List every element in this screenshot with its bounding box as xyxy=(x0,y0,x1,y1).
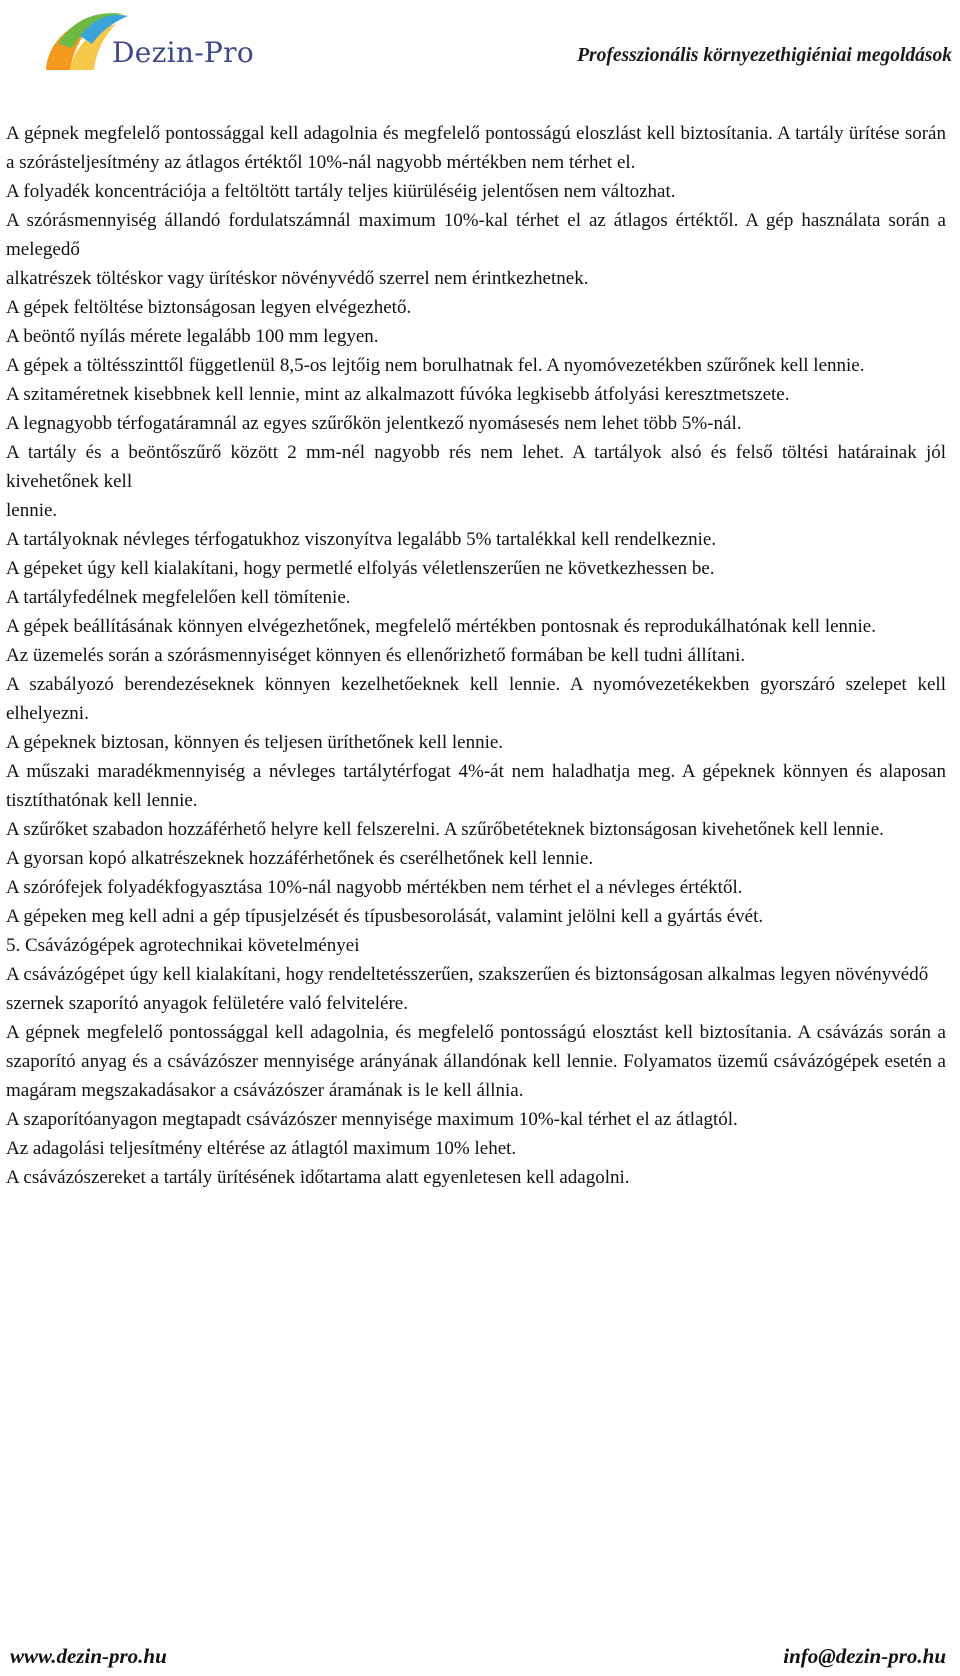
paragraph: Az adagolási teljesítmény eltérése az átlagtól maximum 10% lehet. xyxy=(6,1138,517,1159)
paragraph: alkatrészek töltéskor vagy ürítéskor növényvédő szerrel nem érintkezhetnek. xyxy=(6,268,589,289)
paragraph: A folyadék koncentrációja a feltöltött tartály teljes kiürüléséig jelentősen nem változhat. xyxy=(6,181,676,202)
paragraph: A legnagyobb térfogatáramnál az egyes szűrőkön jelentkező nyomásesés nem lehet több 5%-nál. xyxy=(6,413,742,434)
paragraph: szernek szaporító anyagok felületére való felvitelére. xyxy=(6,993,408,1014)
header-tagline: Professzionális környezethigiéniai megoldások xyxy=(577,45,952,66)
paragraph: Az üzemelés során a szórásmennyiséget könnyen és ellenőrizhető formában be kell tudni állítani. xyxy=(6,645,746,666)
paragraph: A csávázógépet úgy kell kialakítani, hogy rendeltetésszerűen, szakszerűen és biztonságosan alkalmas legyen növényvédő xyxy=(6,964,929,985)
paragraph: A gépnek megfelelő pontossággal kell adagolnia, és megfelelő pontosságú elosztást kell biztosítania. A csávázás során a szaporító anyag és a csávázószer mennyisége arányának állandónak kell lennie. Folyamatos üzemű csávázógépek esetén a magáram megszakadásakor a csávázószer áramának is le kell állnia. xyxy=(6,1022,946,1101)
company-logo xyxy=(40,6,270,76)
paragraph: A gépnek megfelelő pontossággal kell adagolnia és megfelelő pontosságú eloszlást kell biztosítania. A tartály ürítése során a szórásteljesítmény az átlagos értéktől 10%-nál nagyobb mértékben nem térhet el. xyxy=(6,123,946,173)
paragraph: A szűrőket szabadon hozzáférhető helyre kell felszerelni. A szűrőbetéteknek biztonságosan kivehetőnek kell lennie. xyxy=(6,819,884,840)
email-link[interactable]: info@dezin-pro.hu xyxy=(783,1644,946,1668)
paragraph: A szórásmennyiség állandó fordulatszámnál maximum 10%-kal térhet el az átlagos értéktől. A gép használata során a melegedő xyxy=(6,210,946,260)
paragraph: A beöntő nyílás mérete legalább 100 mm legyen. xyxy=(6,326,379,347)
paragraph: A gépeken meg kell adni a gép típusjelzését és típusbesorolását, valamint jelölni kell a gyártás évét. xyxy=(6,906,764,927)
paragraph: A csávázószereket a tartály ürítésének időtartama alatt egyenletesen kell adagolni. xyxy=(6,1167,630,1188)
logo-text: Dezin-Pro xyxy=(112,36,255,69)
paragraph: A gépeknek biztosan, könnyen és teljesen üríthetőnek kell lennie. xyxy=(6,732,504,753)
paragraph: A gépek feltöltése biztonságosan legyen elvégezhető. xyxy=(6,297,412,318)
paragraph: A műszaki maradékmennyiség a névleges tartálytérfogat 4%-át nem haladhatja meg. A gépeknek könnyen és alaposan tisztíthatónak kell lennie. xyxy=(6,761,946,811)
page-footer xyxy=(0,1644,960,1676)
paragraph: lennie. xyxy=(6,500,58,521)
paragraph: A szitaméretnek kisebbnek kell lennie, mint az alkalmazott fúvóka legkisebb átfolyási keresztmetszete. xyxy=(6,384,790,405)
paragraph: A tartályoknak névleges térfogatukhoz viszonyítva legalább 5% tartalékkal kell rendelkeznie. xyxy=(6,529,717,550)
paragraph: A szabályozó berendezéseknek könnyen kezelhetőeknek kell lennie. A nyomóvezetékekben gyorszáró szelepet kell elhelyezni. xyxy=(6,674,946,724)
paragraph: A tartály és a beöntőszűrő között 2 mm-nél nagyobb rés nem lehet. A tartályok alsó és felső töltési határainak jól kivehetőnek kell xyxy=(6,442,946,492)
paragraph: A gyorsan kopó alkatrészeknek hozzáférhetőnek és cserélhetőnek kell lennie. xyxy=(6,848,594,869)
paragraph: A szaporítóanyagon megtapadt csávázószer mennyisége maximum 10%-kal térhet el az átlagtól. xyxy=(6,1109,738,1130)
paragraph: A szórófejek folyadékfogyasztása 10%-nál nagyobb mértékben nem térhet el a névleges értéktől. xyxy=(6,877,743,898)
website-link[interactable]: www.dezin-pro.hu xyxy=(10,1644,167,1668)
document-body xyxy=(6,119,946,1192)
page-header xyxy=(0,0,960,110)
section-heading: 5. Csávázógépek agrotechnikai követelményei xyxy=(6,935,360,956)
paragraph: A tartályfedélnek megfelelően kell tömítenie. xyxy=(6,587,351,608)
paragraph: A gépek beállításának könnyen elvégezhetőnek, megfelelő mértékben pontosnak és reprodukálhatónak kell lennie. xyxy=(6,616,876,637)
paragraph: A gépeket úgy kell kialakítani, hogy permetlé elfolyás véletlenszerűen ne következhessen be. xyxy=(6,558,715,579)
paragraph: A gépek a töltésszinttől függetlenül 8,5-os lejtőig nem borulhatnak fel. A nyomóvezetékben szűrőnek kell lennie. xyxy=(6,355,865,376)
